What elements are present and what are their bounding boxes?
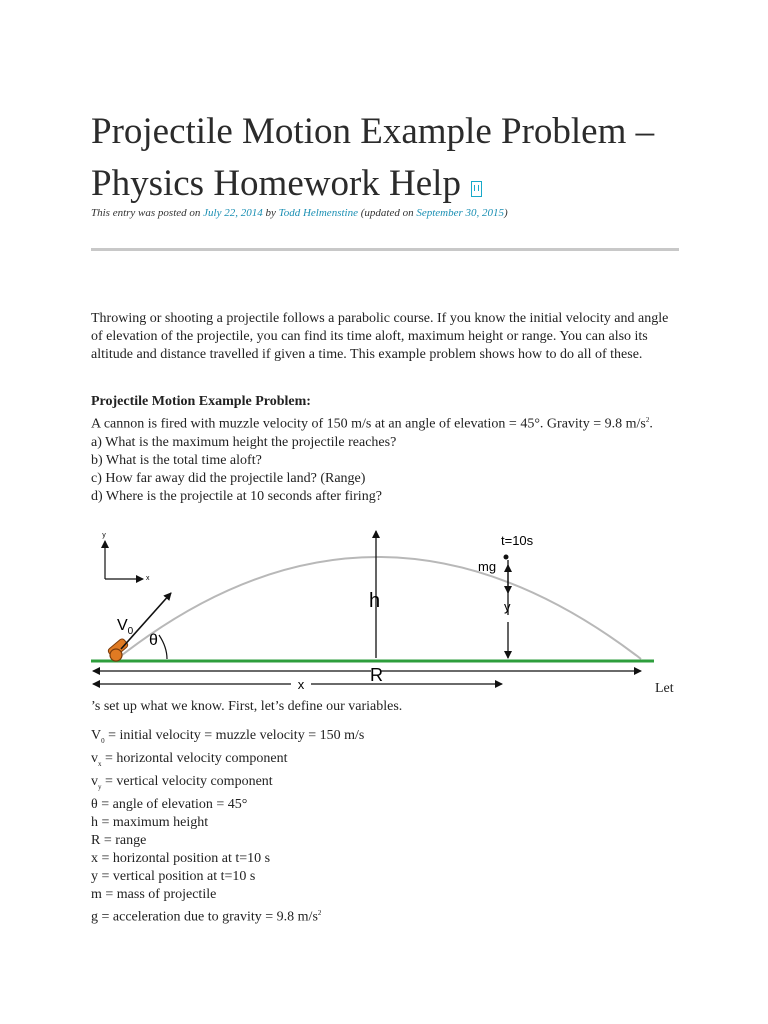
var-m: m = mass of projectile: [91, 887, 217, 903]
r-label: R: [370, 665, 383, 685]
title-text: Projectile Motion Example Problem – Physics Homework Help: [91, 111, 655, 204]
axis-x-label: x: [146, 575, 150, 582]
post-meta: [91, 207, 681, 219]
var-h: h = maximum height: [91, 814, 209, 830]
projectile-diagram: [91, 525, 681, 695]
theta-label: θ: [149, 632, 158, 649]
var-vx: $v_x$ = horizontal velocity component: [91, 750, 288, 768]
problem-statement: [91, 411, 681, 434]
permalink-icon[interactable]: [471, 181, 482, 197]
mg-label: mg: [478, 559, 497, 574]
var-v0: $V_0$ = initial velocity = muzzle velocity = 150 m/s: [91, 728, 365, 745]
y-label: y: [504, 599, 511, 614]
axis-y-label: y: [102, 532, 106, 539]
meta-prefix: This entry was posted on: [91, 207, 201, 219]
divider: [91, 248, 679, 251]
statement-sup: 2: [645, 416, 650, 424]
question-d: d) Where is the projectile at 10 seconds after firing?: [91, 488, 382, 504]
t10-point: [504, 555, 509, 560]
h-label: h: [369, 590, 381, 612]
statement-text: A cannon is fired with muzzle velocity of 150 m/s at an angle of elevation = 45°. Gravity = 9.8 m/s: [91, 416, 646, 432]
var-y: y = vertical position at t=10 s: [91, 869, 256, 885]
t10-label: t=10s: [501, 533, 534, 548]
x-label: x: [297, 677, 305, 692]
meta-updated-prefix: (updated on: [360, 207, 414, 219]
meta-by: by: [265, 207, 276, 219]
question-a: a) What is the maximum height the projectile reaches?: [91, 434, 397, 450]
post-date-link[interactable]: July 22, 2014: [203, 207, 263, 219]
setup-sentence: ’s set up what we know. First, let’s define our variables.: [91, 699, 403, 714]
v0-label: $V_0$: [117, 617, 134, 637]
var-theta: θ = angle of elevation = 45°: [91, 796, 248, 812]
question-b: b) What is the total time aloft?: [91, 452, 262, 468]
cannon-wheel: [110, 649, 122, 661]
problem-heading: Projectile Motion Example Problem:: [91, 394, 311, 409]
intro-paragraph: Throwing or shooting a projectile follows a parabolic course. If you know the initial velocity and angle of elevation of the projectile, you can find its time aloft, maximum height or range. You can also its altitude and distance travelled if given a time. This example problem shows how to do all of these.: [91, 311, 669, 362]
question-c: c) How far away did the projectile land? (Range): [91, 470, 366, 486]
velocity-arrow: [121, 593, 171, 649]
author-link[interactable]: Todd Helmenstine: [278, 207, 358, 219]
var-x: x = horizontal position at t=10 s: [91, 850, 271, 866]
statement-end: .: [649, 416, 653, 432]
let-word: Let: [655, 681, 674, 696]
updated-date-link[interactable]: September 30, 2015: [416, 207, 505, 219]
meta-close: ): [504, 207, 508, 219]
problem-block: [91, 393, 681, 506]
variables-list: [91, 727, 681, 927]
page-title: [91, 106, 681, 210]
angle-arc: [159, 635, 167, 659]
var-vy: $v_y$ = vertical velocity component: [91, 773, 273, 791]
var-g: g = acceleration due to gravity = 9.8 $m/s^2$: [91, 909, 322, 925]
var-r: R = range: [91, 832, 147, 848]
